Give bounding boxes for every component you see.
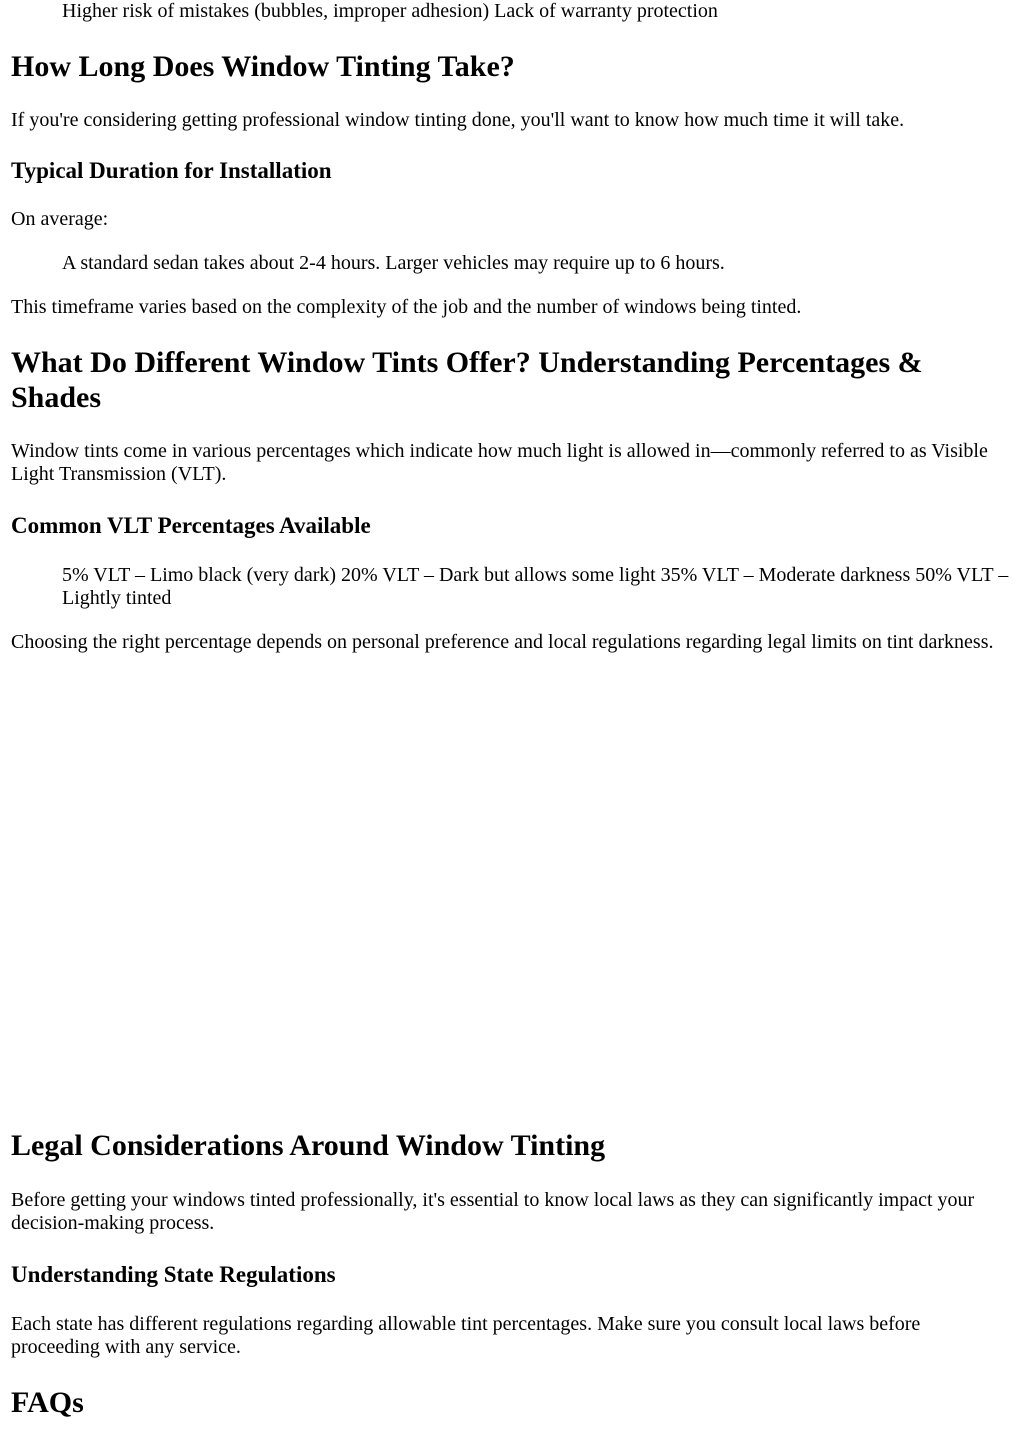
- vlt-subheading: Common VLT Percentages Available: [11, 513, 371, 538]
- duration-subheading: Typical Duration for Installation: [11, 158, 332, 183]
- duration-note: This timeframe varies based on the complexity of the job and the number of windows being tinted.: [11, 296, 802, 318]
- faqs-heading: FAQs: [11, 1386, 84, 1419]
- legal-heading: Legal Considerations Around Window Tinting: [11, 1129, 606, 1162]
- state-regulations-subheading: Understanding State Regulations: [11, 1262, 336, 1287]
- duration-intro: If you're considering getting professional window tinting done, you'll want to know how much time it will take.: [11, 109, 905, 131]
- state-regulations-body: Each state has different regulations regarding allowable tint percentages. Make sure you consult local laws before proceeding with any service.: [11, 1313, 921, 1358]
- tints-note: Choosing the right percentage depends on personal preference and local regulations regarding legal limits on tint darkness.: [11, 631, 994, 653]
- tints-heading: What Do Different Window Tints Offer? Understanding Percentages & Shades: [11, 346, 923, 414]
- legal-intro: Before getting your windows tinted professionally, it's essential to know local laws as they can significantly impact your decision-making process.: [11, 1189, 975, 1234]
- vlt-list-item: 5% VLT – Limo black (very dark) 20% VLT – Dark but allows some light 35% VLT – Moderate darkness 50% VLT – Lightly tinted: [62, 564, 1009, 609]
- cons-list-item: Higher risk of mistakes (bubbles, improper adhesion) Lack of warranty protection: [62, 0, 718, 22]
- on-average-text: On average:: [11, 208, 109, 230]
- duration-heading: How Long Does Window Tinting Take?: [11, 50, 515, 83]
- duration-list-item: A standard sedan takes about 2-4 hours. Larger vehicles may require up to 6 hours.: [62, 252, 725, 274]
- tints-intro: Window tints come in various percentages which indicate how much light is allowed in—commonly referred to as Visible Light Transmission (VLT).: [11, 440, 988, 485]
